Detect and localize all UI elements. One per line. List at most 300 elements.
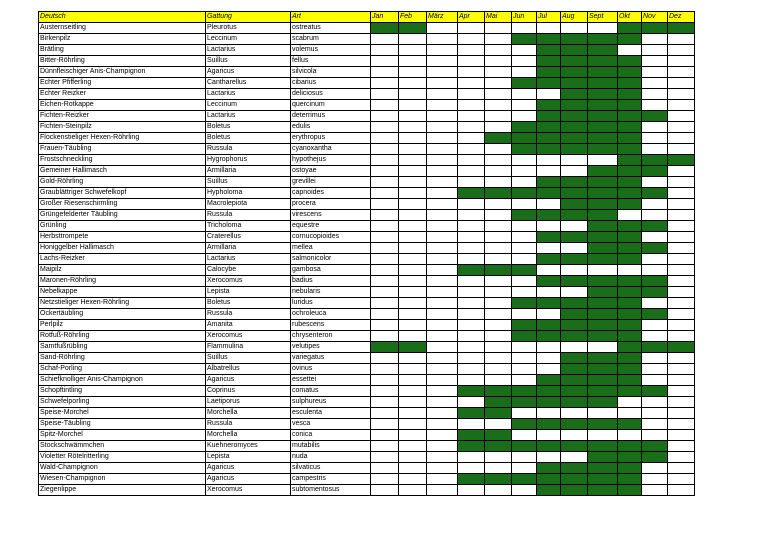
season-cell-filled [642, 221, 668, 232]
cell-deutsch: Schopftintling [39, 386, 206, 397]
season-cell-filled [588, 133, 618, 144]
cell-art: luridus [291, 298, 371, 309]
season-cell-filled [588, 199, 618, 210]
cell-gattung: Amanita [206, 320, 291, 331]
season-cell-empty [485, 298, 512, 309]
season-cell-empty [399, 122, 427, 133]
season-cell-empty [427, 166, 458, 177]
season-cell-filled [618, 177, 642, 188]
season-cell-empty [561, 243, 588, 254]
season-cell-filled [618, 23, 642, 34]
season-cell-filled [588, 298, 618, 309]
season-cell-empty [427, 199, 458, 210]
header-month-okt: Okt [618, 12, 642, 23]
season-cell-empty [399, 210, 427, 221]
season-cell-empty [618, 408, 642, 419]
season-cell-empty [512, 67, 537, 78]
season-cell-empty [427, 375, 458, 386]
cell-art: cyanoxantha [291, 144, 371, 155]
season-cell-empty [427, 221, 458, 232]
season-cell-empty [642, 133, 668, 144]
cell-art: equestre [291, 221, 371, 232]
season-cell-filled [642, 386, 668, 397]
season-cell-empty [399, 485, 427, 496]
season-cell-empty [485, 34, 512, 45]
season-cell-filled [642, 23, 668, 34]
season-cell-empty [427, 474, 458, 485]
table-row [39, 441, 695, 452]
season-cell-filled [588, 320, 618, 331]
season-cell-empty [371, 133, 399, 144]
table-row [39, 100, 695, 111]
season-cell-filled [642, 342, 668, 353]
season-cell-empty [642, 419, 668, 430]
season-cell-empty [512, 408, 537, 419]
season-cell-filled [561, 67, 588, 78]
table-row [39, 419, 695, 430]
cell-deutsch: Austernseitling [39, 23, 206, 34]
season-cell-empty [485, 342, 512, 353]
season-cell-empty [485, 364, 512, 375]
season-cell-filled [458, 188, 485, 199]
season-cell-empty [512, 177, 537, 188]
season-cell-empty [371, 144, 399, 155]
season-cell-empty [642, 320, 668, 331]
season-cell-filled [537, 331, 561, 342]
season-cell-filled [561, 133, 588, 144]
season-cell-empty [561, 155, 588, 166]
cell-gattung: Russula [206, 144, 291, 155]
season-cell-filled [561, 199, 588, 210]
season-cell-empty [561, 166, 588, 177]
header-month-sept: Sept [588, 12, 618, 23]
season-cell-empty [485, 111, 512, 122]
cell-deutsch: Frostschneckling [39, 155, 206, 166]
cell-deutsch: Maipilz [39, 265, 206, 276]
season-cell-empty [399, 320, 427, 331]
season-cell-empty [642, 122, 668, 133]
season-cell-filled [512, 419, 537, 430]
cell-art: rubescens [291, 320, 371, 331]
season-cell-filled [588, 89, 618, 100]
season-cell-filled [588, 419, 618, 430]
season-cell-empty [668, 232, 695, 243]
season-cell-filled [561, 188, 588, 199]
season-cell-filled [588, 485, 618, 496]
season-cell-filled [561, 309, 588, 320]
season-cell-empty [668, 463, 695, 474]
header-month-jul: Jul [537, 12, 561, 23]
season-cell-empty [512, 166, 537, 177]
season-cell-filled [642, 309, 668, 320]
season-cell-empty [485, 353, 512, 364]
cell-deutsch: Spitz-Morchel [39, 430, 206, 441]
cell-deutsch: Rotfuß-Röhrling [39, 331, 206, 342]
season-cell-filled [537, 100, 561, 111]
season-cell-filled [537, 254, 561, 265]
season-cell-empty [458, 199, 485, 210]
season-cell-filled [588, 177, 618, 188]
season-cell-filled [561, 485, 588, 496]
season-cell-empty [399, 188, 427, 199]
season-cell-empty [512, 155, 537, 166]
season-cell-filled [588, 56, 618, 67]
table-row [39, 210, 695, 221]
season-cell-filled [618, 287, 642, 298]
season-cell-empty [458, 364, 485, 375]
cell-art: essettei [291, 375, 371, 386]
season-cell-filled [485, 408, 512, 419]
season-cell-empty [668, 265, 695, 276]
mushroom-season-sheet [38, 11, 695, 496]
season-cell-empty [427, 232, 458, 243]
season-cell-empty [485, 144, 512, 155]
season-cell-filled [668, 155, 695, 166]
season-cell-empty [537, 221, 561, 232]
table-row [39, 166, 695, 177]
season-cell-empty [371, 122, 399, 133]
table-row [39, 78, 695, 89]
season-cell-empty [458, 177, 485, 188]
cell-deutsch: Ziegenlippe [39, 485, 206, 496]
season-cell-empty [561, 452, 588, 463]
season-cell-empty [642, 67, 668, 78]
season-cell-empty [427, 144, 458, 155]
season-cell-filled [618, 199, 642, 210]
season-cell-empty [642, 408, 668, 419]
cell-art: virescens [291, 210, 371, 221]
header-month-mai: Mai [485, 12, 512, 23]
season-cell-empty [399, 463, 427, 474]
season-cell-empty [618, 397, 642, 408]
season-cell-filled [588, 375, 618, 386]
season-cell-empty [668, 485, 695, 496]
season-cell-empty [371, 364, 399, 375]
season-cell-filled [537, 45, 561, 56]
season-cell-empty [427, 397, 458, 408]
cell-deutsch: Nebelkappe [39, 287, 206, 298]
season-cell-empty [371, 100, 399, 111]
season-cell-filled [561, 364, 588, 375]
season-cell-empty [371, 199, 399, 210]
season-cell-filled [588, 331, 618, 342]
season-cell-filled [512, 122, 537, 133]
season-cell-empty [642, 89, 668, 100]
season-cell-empty [485, 23, 512, 34]
season-cell-empty [642, 34, 668, 45]
season-cell-empty [668, 298, 695, 309]
season-cell-empty [371, 188, 399, 199]
season-cell-empty [427, 78, 458, 89]
cell-art: erythropus [291, 133, 371, 144]
season-cell-filled [561, 56, 588, 67]
season-cell-empty [642, 364, 668, 375]
cell-art: quercinum [291, 100, 371, 111]
season-cell-empty [512, 111, 537, 122]
cell-gattung: Morchella [206, 430, 291, 441]
season-cell-empty [371, 89, 399, 100]
season-cell-empty [642, 463, 668, 474]
season-cell-empty [371, 353, 399, 364]
cell-art: ostoyae [291, 166, 371, 177]
cell-deutsch: Flockenstieliger Hexen-Röhrling [39, 133, 206, 144]
season-cell-empty [371, 298, 399, 309]
season-cell-empty [371, 232, 399, 243]
season-cell-filled [588, 364, 618, 375]
season-cell-filled [537, 78, 561, 89]
season-cell-filled [618, 342, 642, 353]
season-cell-empty [399, 265, 427, 276]
season-cell-empty [485, 210, 512, 221]
season-cell-empty [512, 45, 537, 56]
season-cell-filled [588, 386, 618, 397]
season-cell-empty [485, 232, 512, 243]
season-cell-empty [399, 89, 427, 100]
table-row [39, 287, 695, 298]
season-cell-empty [668, 419, 695, 430]
season-cell-filled [618, 254, 642, 265]
cell-gattung: Flammulina [206, 342, 291, 353]
season-cell-filled [642, 287, 668, 298]
cell-gattung: Russula [206, 309, 291, 320]
season-cell-filled [458, 474, 485, 485]
season-cell-empty [485, 419, 512, 430]
season-cell-empty [642, 353, 668, 364]
cell-art: salmonicolor [291, 254, 371, 265]
season-cell-empty [427, 342, 458, 353]
season-cell-empty [427, 210, 458, 221]
season-cell-empty [371, 463, 399, 474]
season-cell-empty [458, 397, 485, 408]
season-cell-empty [588, 430, 618, 441]
season-cell-empty [512, 89, 537, 100]
season-cell-empty [458, 221, 485, 232]
header-month-apr: Apr [458, 12, 485, 23]
season-cell-filled [458, 265, 485, 276]
season-cell-filled [668, 23, 695, 34]
table-row [39, 364, 695, 375]
season-cell-empty [399, 144, 427, 155]
season-cell-empty [561, 265, 588, 276]
season-cell-filled [618, 67, 642, 78]
table-row [39, 463, 695, 474]
season-cell-empty [668, 430, 695, 441]
season-cell-empty [512, 485, 537, 496]
season-cell-empty [399, 287, 427, 298]
season-cell-empty [642, 100, 668, 111]
cell-gattung: Agaricus [206, 474, 291, 485]
cell-deutsch: Gold-Röhrling [39, 177, 206, 188]
season-cell-empty [485, 166, 512, 177]
season-cell-empty [588, 155, 618, 166]
season-cell-empty [371, 111, 399, 122]
season-cell-empty [427, 276, 458, 287]
season-cell-empty [427, 419, 458, 430]
cell-art: grevillei [291, 177, 371, 188]
season-cell-filled [588, 34, 618, 45]
season-cell-filled [561, 45, 588, 56]
season-cell-empty [588, 342, 618, 353]
season-cell-filled [588, 122, 618, 133]
season-cell-filled [537, 177, 561, 188]
season-cell-empty [537, 430, 561, 441]
season-cell-empty [458, 485, 485, 496]
cell-gattung: Xerocomus [206, 276, 291, 287]
season-cell-filled [642, 243, 668, 254]
season-cell-empty [642, 78, 668, 89]
season-cell-empty [485, 221, 512, 232]
cell-art: procera [291, 199, 371, 210]
season-cell-filled [537, 485, 561, 496]
table-row [39, 276, 695, 287]
cell-art: fellus [291, 56, 371, 67]
season-cell-empty [371, 441, 399, 452]
season-cell-empty [668, 100, 695, 111]
season-cell-empty [399, 397, 427, 408]
season-cell-empty [399, 298, 427, 309]
season-cell-filled [618, 419, 642, 430]
season-cell-empty [458, 166, 485, 177]
header-month-nov: Nov [642, 12, 668, 23]
cell-gattung: Macrolepiota [206, 199, 291, 210]
cell-art: velutipes [291, 342, 371, 353]
season-cell-empty [485, 122, 512, 133]
cell-gattung: Russula [206, 419, 291, 430]
season-cell-empty [427, 155, 458, 166]
cell-gattung: Lactarius [206, 45, 291, 56]
season-cell-empty [668, 452, 695, 463]
season-cell-empty [458, 353, 485, 364]
season-cell-empty [427, 430, 458, 441]
season-cell-empty [512, 452, 537, 463]
season-cell-filled [588, 474, 618, 485]
season-cell-filled [618, 188, 642, 199]
season-cell-filled [512, 441, 537, 452]
season-cell-filled [618, 309, 642, 320]
season-cell-empty [458, 320, 485, 331]
cell-deutsch: Speise-Täubling [39, 419, 206, 430]
season-cell-empty [668, 122, 695, 133]
season-cell-filled [485, 441, 512, 452]
season-cell-empty [458, 254, 485, 265]
cell-gattung: Lepista [206, 452, 291, 463]
season-cell-filled [371, 23, 399, 34]
season-cell-empty [668, 408, 695, 419]
season-cell-filled [668, 342, 695, 353]
season-cell-filled [561, 276, 588, 287]
season-cell-filled [458, 430, 485, 441]
season-cell-filled [588, 254, 618, 265]
cell-art: chrysenteron [291, 331, 371, 342]
season-cell-filled [371, 342, 399, 353]
season-cell-filled [537, 441, 561, 452]
season-cell-filled [537, 397, 561, 408]
season-cell-filled [588, 452, 618, 463]
season-cell-filled [512, 188, 537, 199]
season-cell-empty [537, 287, 561, 298]
cell-art: sulphureus [291, 397, 371, 408]
season-cell-empty [458, 232, 485, 243]
season-cell-filled [537, 419, 561, 430]
season-cell-empty [485, 100, 512, 111]
season-cell-filled [618, 232, 642, 243]
season-cell-empty [427, 67, 458, 78]
table-row [39, 188, 695, 199]
table-row [39, 386, 695, 397]
cell-art: esculenta [291, 408, 371, 419]
season-cell-filled [618, 474, 642, 485]
season-cell-empty [458, 34, 485, 45]
season-cell-empty [485, 331, 512, 342]
season-cell-filled [642, 155, 668, 166]
season-cell-filled [399, 342, 427, 353]
season-cell-empty [668, 166, 695, 177]
season-cell-empty [399, 386, 427, 397]
season-cell-empty [427, 100, 458, 111]
cell-deutsch: Birkenpilz [39, 34, 206, 45]
cell-deutsch: Lachs-Reizker [39, 254, 206, 265]
table-row [39, 155, 695, 166]
cell-art: nebularis [291, 287, 371, 298]
season-cell-empty [485, 67, 512, 78]
season-cell-filled [561, 78, 588, 89]
season-cell-empty [427, 243, 458, 254]
header-month-aug: Aug [561, 12, 588, 23]
season-cell-empty [642, 177, 668, 188]
cell-gattung: Leccinum [206, 100, 291, 111]
season-cell-empty [371, 166, 399, 177]
cell-deutsch: Perlpilz [39, 320, 206, 331]
season-cell-filled [618, 298, 642, 309]
season-cell-filled [588, 276, 618, 287]
season-cell-empty [427, 353, 458, 364]
table-row [39, 408, 695, 419]
table-row [39, 243, 695, 254]
header-month-feb: Feb [399, 12, 427, 23]
season-cell-filled [618, 221, 642, 232]
season-cell-filled [537, 320, 561, 331]
cell-deutsch: Speise-Morchel [39, 408, 206, 419]
season-cell-filled [561, 419, 588, 430]
cell-art: comatus [291, 386, 371, 397]
cell-gattung: Albatrellus [206, 364, 291, 375]
season-cell-filled [588, 463, 618, 474]
cell-gattung: Agaricus [206, 67, 291, 78]
season-cell-filled [561, 320, 588, 331]
season-table [38, 11, 695, 496]
season-cell-empty [371, 177, 399, 188]
cell-deutsch: Samtfußrübling [39, 342, 206, 353]
season-cell-empty [668, 331, 695, 342]
season-cell-empty [427, 485, 458, 496]
header-gattung: Gattung [206, 12, 291, 23]
cell-art: campestris [291, 474, 371, 485]
season-cell-empty [618, 430, 642, 441]
season-cell-empty [371, 210, 399, 221]
season-cell-filled [642, 111, 668, 122]
season-cell-filled [618, 133, 642, 144]
table-row [39, 23, 695, 34]
season-cell-empty [561, 23, 588, 34]
season-cell-empty [427, 45, 458, 56]
season-cell-empty [668, 34, 695, 45]
season-cell-filled [561, 397, 588, 408]
season-cell-empty [458, 100, 485, 111]
season-cell-empty [668, 441, 695, 452]
season-cell-empty [371, 265, 399, 276]
cell-deutsch: Echter Reizker [39, 89, 206, 100]
table-row [39, 89, 695, 100]
